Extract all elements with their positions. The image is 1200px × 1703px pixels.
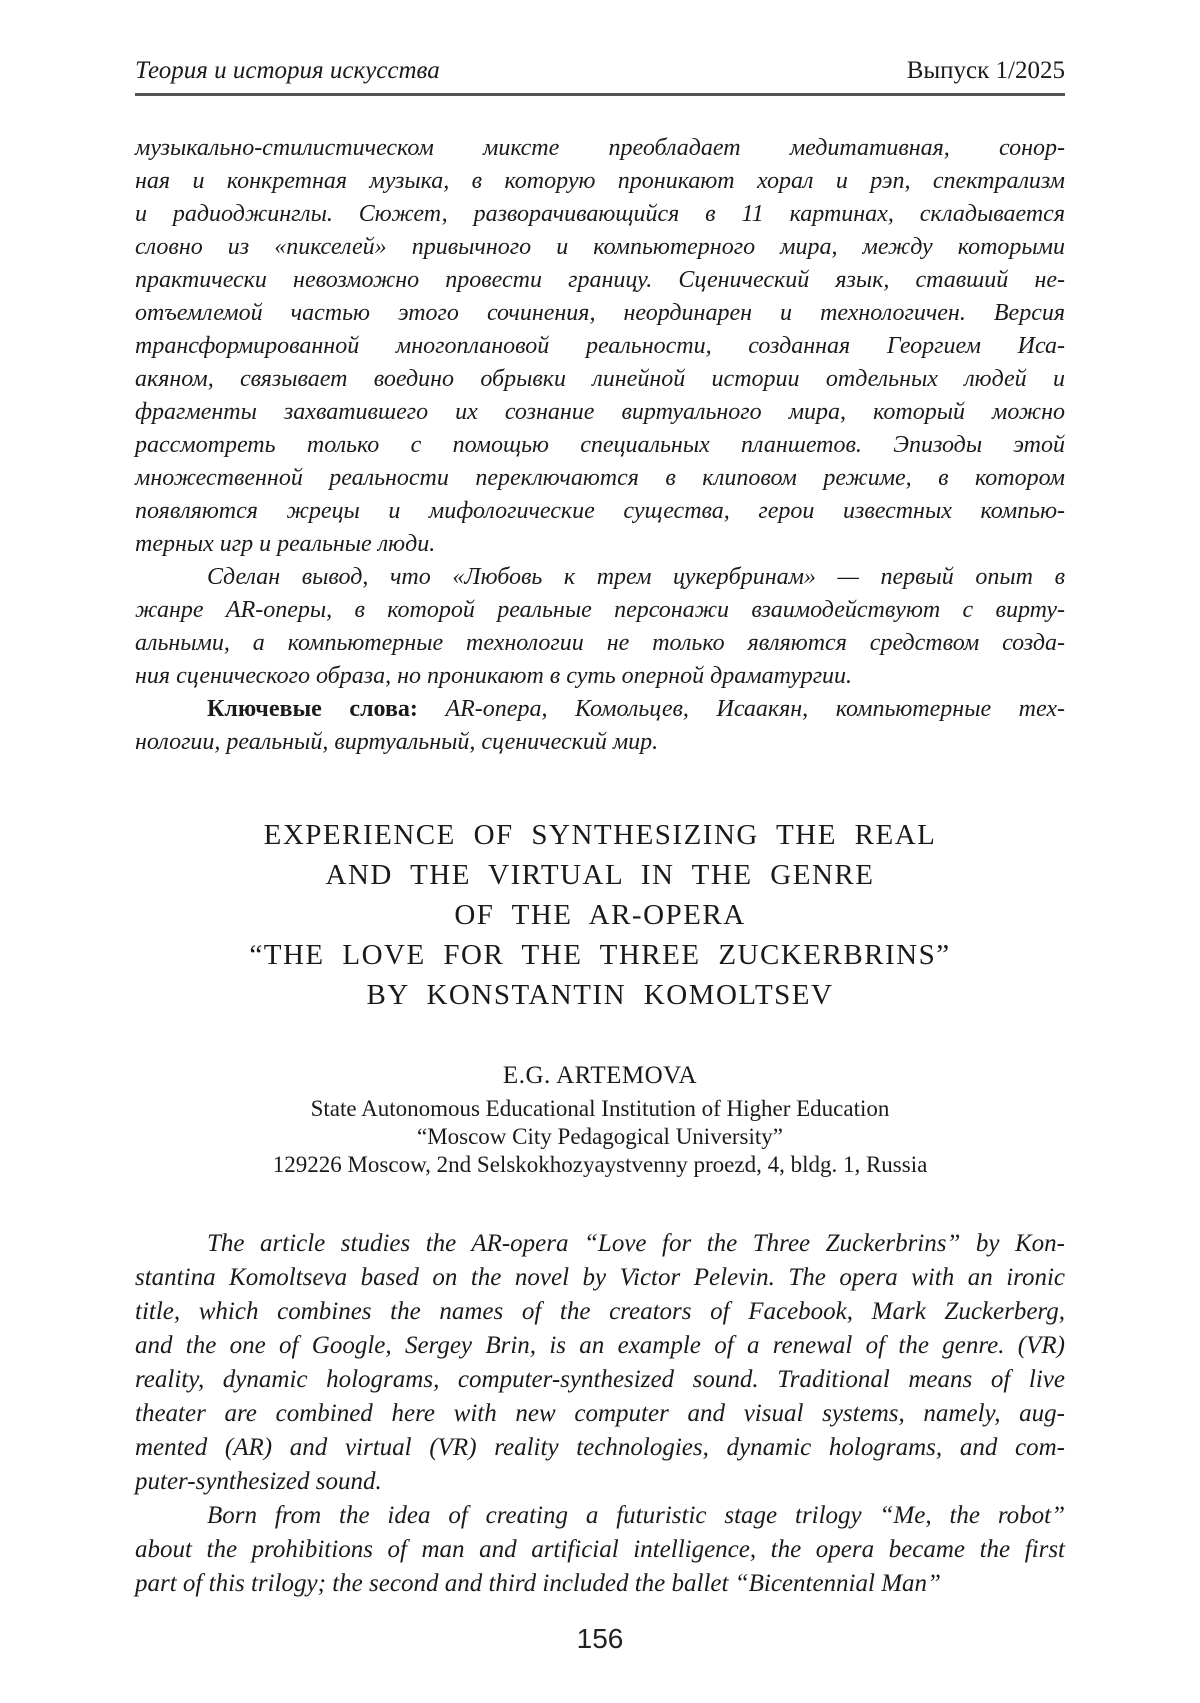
- text-line: EXPERIENCE OF SYNTHESIZING THE REAL: [263, 819, 937, 851]
- text-line: mented (AR) and virtual (VR) reality technologies, dynamic holograms, and com-: [135, 1434, 1065, 1461]
- text-line: title, which combines the names of the creators of Facebook, Mark Zuckerberg,: [135, 1298, 1065, 1325]
- keywords-text: AR-опера, Комольцев, Исаакян, компьютерные тех-: [445, 696, 1065, 722]
- author-affiliation: [135, 1095, 1065, 1179]
- text-line: и радиоджинглы. Сюжет, разворачивающийся в 11 картинах, складывается: [135, 201, 1065, 227]
- text-line: музыкально-стилистическом миксте преобладает медитативная, сонор-: [135, 135, 1065, 161]
- text-line: трансформированной многоплановой реальности, созданная Георгием Иса-: [135, 333, 1065, 359]
- text-line: The article studies the AR-opera “Love for the Three Zuckerbrins” by Kon-: [207, 1230, 1065, 1257]
- header-divider: [135, 93, 1065, 96]
- english-abstract-paragraph-2: [135, 1499, 1065, 1601]
- text-line: появляются жрецы и мифологические существа, герои известных компью-: [135, 498, 1065, 524]
- running-head-section: Теория и история искусства: [135, 57, 440, 84]
- article-title-english: [135, 815, 1065, 1015]
- text-line: практически невозможно провести границу. Сценический язык, ставший не-: [135, 267, 1065, 293]
- text-line: “THE LOVE FOR THE THREE ZUCKERBRINS”: [249, 939, 951, 971]
- running-head: [135, 55, 1065, 87]
- running-head-issue: Выпуск 1/2025: [906, 57, 1065, 84]
- russian-abstract: [135, 132, 1065, 759]
- text-line: theater are combined here with new computer and visual systems, namely, aug-: [135, 1400, 1065, 1427]
- text-line: рассмотреть только с помощью специальных планшетов. Эпизоды этой: [135, 432, 1065, 458]
- text-line: Сделан вывод, что «Любовь к трем цукербринам» — первый опыт в: [207, 564, 1065, 590]
- text-line: OF THE AR-OPERA: [454, 899, 746, 931]
- russian-abstract-paragraph-2: [135, 561, 1065, 693]
- keywords-label: Ключевые слова:: [207, 696, 418, 722]
- text-line: терных игр и реальные люди.: [135, 531, 436, 557]
- author-name: E.G. ARTEMOVA: [502, 1062, 698, 1089]
- keywords-paragraph: [135, 693, 1065, 759]
- page-number: 156: [576, 1623, 624, 1654]
- english-abstract-paragraph-1: [135, 1227, 1065, 1499]
- text-line: отъемлемой частью этого сочинения, неординарен и технологичен. Версия: [135, 300, 1065, 326]
- text-line: нологии, реальный, виртуальный, сценический мир.: [135, 729, 659, 755]
- text-line: about the prohibitions of man and artificial intelligence, the opera became the first: [135, 1536, 1065, 1563]
- text-line: акяном, связывает воедино обрывки линейной истории отдельных людей и: [135, 366, 1065, 392]
- text-line: stantina Komoltseva based on the novel by Victor Pelevin. The opera with an ironic: [135, 1264, 1065, 1291]
- text-line: альными, а компьютерные технологии не только являются средством созда-: [135, 630, 1065, 656]
- text-line: множественной реальности переключаются в клиповом режиме, в котором: [135, 465, 1065, 491]
- text-line: reality, dynamic holograms, computer-synthesized sound. Traditional means of live: [135, 1366, 1065, 1393]
- text-line: фрагменты захватившего их сознание виртуального мира, который можно: [135, 399, 1065, 425]
- russian-abstract-paragraph-1: [135, 132, 1065, 561]
- text-line: AND THE VIRTUAL IN THE GENRE: [325, 859, 875, 891]
- text-line: part of this trilogy; the second and third included the ballet “Bicentennial Man”: [135, 1570, 941, 1597]
- text-line: and the one of Google, Sergey Brin, is an example of a renewal of the genre. (VR): [135, 1332, 1065, 1359]
- text-line: 129226 Moscow, 2nd Selskokhozyaystvenny proezd, 4, bldg. 1, Russia: [272, 1152, 928, 1177]
- text-line: ная и конкретная музыка, в которую проникают хорал и рэп, спектрализм: [135, 168, 1065, 194]
- text-line: puter-synthesized sound.: [135, 1468, 382, 1495]
- text-line: словно из «пикселей» привычного и компьютерного мира, между которыми: [135, 234, 1065, 260]
- text-line: жанре AR-оперы, в которой реальные персонажи взаимодействуют с вирту-: [135, 597, 1065, 623]
- text-line: [135, 693, 1065, 726]
- english-abstract: [135, 1227, 1065, 1601]
- text-line: ния сценического образа, но проникают в суть оперной драматургии.: [135, 663, 853, 689]
- text-line: Born from the idea of creating a futuristic stage trilogy “Me, the robot”: [207, 1502, 1065, 1529]
- text-line: “Moscow City Pedagogical University”: [416, 1124, 783, 1149]
- text-line: State Autonomous Educational Institution of Higher Education: [310, 1096, 890, 1121]
- text-line: BY KONSTANTIN KOMOLTSEV: [366, 979, 834, 1011]
